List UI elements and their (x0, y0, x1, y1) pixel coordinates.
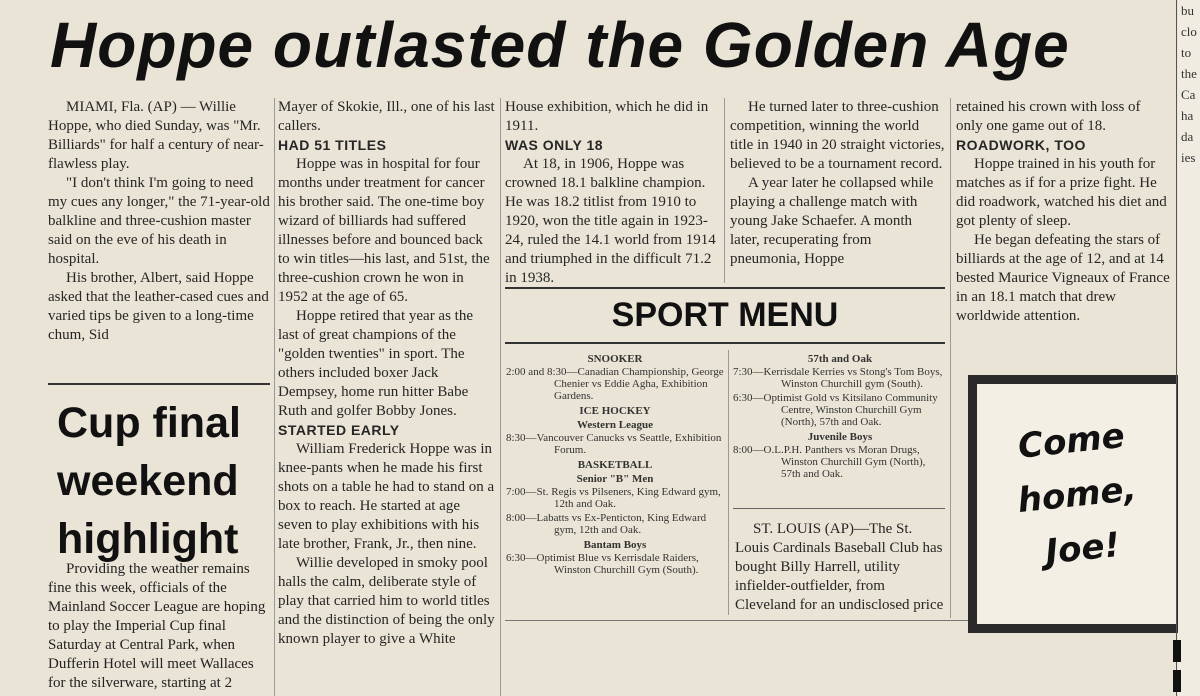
cup-final-article (48, 560, 270, 693)
paragraph: Hoppe was in hospital for four months under treatment for cancer his brother said. The one-time boy wizard of billiards had suffered illnesses before and bounced back to win titles—his last, and 51st, the three-cushion crown he won in 1952 at the age of 65. (278, 156, 490, 305)
menu-subheading: Senior "B" Men (576, 473, 654, 485)
menu-rule (733, 508, 945, 509)
fragment: da (1181, 129, 1194, 144)
box-slogan: Come home, Joe! (1015, 415, 1139, 573)
sport-menu-left (506, 352, 724, 578)
article-column-3 (505, 98, 720, 288)
article-column-5 (956, 98, 1170, 326)
menu-top-rule (505, 287, 945, 289)
menu-entry: 8:00—O.L.P.H. Panthers vs Moran Drugs, Winston Churchill Gym (North), 57th and Oak. (733, 444, 926, 480)
sport-menu-right (733, 352, 947, 482)
menu-entry: 8:00—Labatts vs Ex-Penticton, King Edward gym, 12th and Oak. (506, 512, 707, 536)
menu-entry: 2:00 and 8:30—Canadian Championship, George Chenier vs Eddie Agha, Exhibition Gardens. (506, 366, 724, 402)
cup-final-headline: Cup final weekend highlight (57, 399, 241, 563)
subhead: ROADWORK, TOO (956, 137, 1086, 153)
page-edge-rule (1176, 0, 1177, 696)
paragraph: He turned later to three-cushion competition, winning the world title in 1940 in 20 straight victories, believed to be a tournament record. (730, 99, 945, 172)
menu-subheading: Western League (576, 419, 654, 431)
column-divider (500, 98, 501, 696)
menu-section-heading: SNOOKER (587, 353, 643, 365)
column-divider (274, 98, 275, 696)
paragraph: Hoppe retired that year as the last of great champions of the "golden twenties" in sport. The others included boxer Jack Dempsey, home run hitter Babe Ruth and golfer Bobby Jones. (278, 308, 474, 419)
menu-bottom-rule (505, 342, 945, 344)
fragment: clo (1181, 24, 1197, 39)
paragraph: William Frederick Hoppe was in knee-pants when he made his first shots on a table he had to stand on a box to reach. He started at age seven to play exhibitions with his late brother, Frank, Jr., then nine. (278, 441, 495, 552)
headline: Hoppe outlasted the Golden Age (50, 9, 1070, 81)
fragment: bu (1181, 3, 1194, 18)
paragraph: retained his crown with loss of only one game out of 18. (956, 99, 1141, 134)
fragment: ies (1181, 150, 1196, 165)
menu-subheading: Bantam Boys (583, 539, 647, 551)
column-divider (724, 98, 725, 283)
paragraph: Willie developed in smoky pool halls the calm, deliberate style of play that carried him to world titles and the distinction of being the only known player to give a White (278, 555, 495, 647)
column-divider (950, 98, 951, 618)
paragraph: He began defeating the stars of billiards at the age of 12, and at 14 bested Maurice Vigneaux of France in an 18.1 match that drew worldwide attention. (956, 232, 1170, 324)
menu-entry: 6:30—Optimist Blue vs Kerrisdale Raiders, Winston Churchill Gym (South). (506, 552, 699, 576)
menu-subheading: 57th and Oak (807, 353, 873, 365)
paragraph: House exhibition, which he did in 1911. (505, 99, 709, 134)
paragraph: Mayer of Skokie, Ill., one of his last callers. (278, 99, 495, 134)
menu-entry: 8:30—Vancouver Canucks vs Seattle, Exhibition Forum. (506, 432, 722, 456)
paragraph: ST. LOUIS (AP)—The St. Louis Cardinals Baseball Club has bought Billy Harrell, utility infielder-outfielder, from Cleveland for an undisclosed price (735, 521, 944, 613)
paragraph: Hoppe trained in his youth for matches as if for a prize fight. He did roadwork, watched his diet and got plenty of sleep. (956, 156, 1167, 229)
menu-divider (728, 350, 729, 615)
subhead: HAD 51 TITLES (278, 137, 387, 153)
menu-subheading: Juvenile Boys (807, 431, 873, 443)
paragraph: "I don't think I'm going to need my cues any longer," the 71-year-old balkline and three-cushion master said on the eve of his death in hospital. (48, 175, 270, 267)
column-rule (48, 383, 270, 385)
menu-entry: 7:30—Kerrisdale Kerries vs Stong's Tom Boys, Winston Churchill gym (South). (733, 366, 943, 390)
adjacent-column-fragment (1178, 0, 1200, 696)
subhead: STARTED EARLY (278, 422, 400, 438)
come-home-joe-box (968, 375, 1186, 633)
paragraph: MIAMI, Fla. (AP) — Willie Hoppe, who died Sunday, was "Mr. Billiards" for half a century of near-flawless play. (48, 99, 264, 172)
fragment: Ca (1181, 87, 1196, 102)
fragment: ha (1181, 108, 1194, 123)
fragment: to (1181, 45, 1192, 60)
st-louis-brief (735, 520, 945, 615)
article-column-1 (48, 98, 270, 345)
article-column-4 (730, 98, 945, 269)
menu-section-heading: BASKETBALL (577, 459, 653, 471)
menu-section-heading: ICE HOCKEY (579, 405, 651, 417)
paragraph: A year later he collapsed while playing a challenge match with young Jake Schaefer. A month later, recuperating from pneumonia, Hoppe (730, 175, 934, 267)
edge-marks (1173, 640, 1183, 696)
paragraph: His brother, Albert, said Hoppe asked that the leather-cased cues and varied tips be given to a long-time chum, Sid (48, 270, 269, 343)
paragraph: Providing the weather remains fine this week, officials of the Mainland Soccer League are hoping to play the Imperial Cup final Saturday at Central Park, when Dufferin Hotel will meet Wallaces for the silverware, starting at 2 (48, 561, 266, 691)
menu-entry: 7:00—St. Regis vs Pilseners, King Edward gym, 12th and Oak. (506, 486, 721, 510)
menu-entry: 6:30—Optimist Gold vs Kitsilano Community Centre, Winston Churchill Gym (North), 57th and Oak. (733, 392, 938, 428)
article-column-2 (278, 98, 496, 649)
fragment: the (1181, 66, 1197, 81)
subhead: WAS ONLY 18 (505, 137, 604, 153)
paragraph: At 18, in 1906, Hoppe was crowned 18.1 balkline champion. He was 18.2 titlist from 1910 to 1920, won the title again in 1923-24, ruled the 14.1 world from 1914 and triumphed in the difficult 71.2 in 1938. (505, 156, 716, 286)
sport-menu-title: SPORT MENU (611, 296, 839, 334)
